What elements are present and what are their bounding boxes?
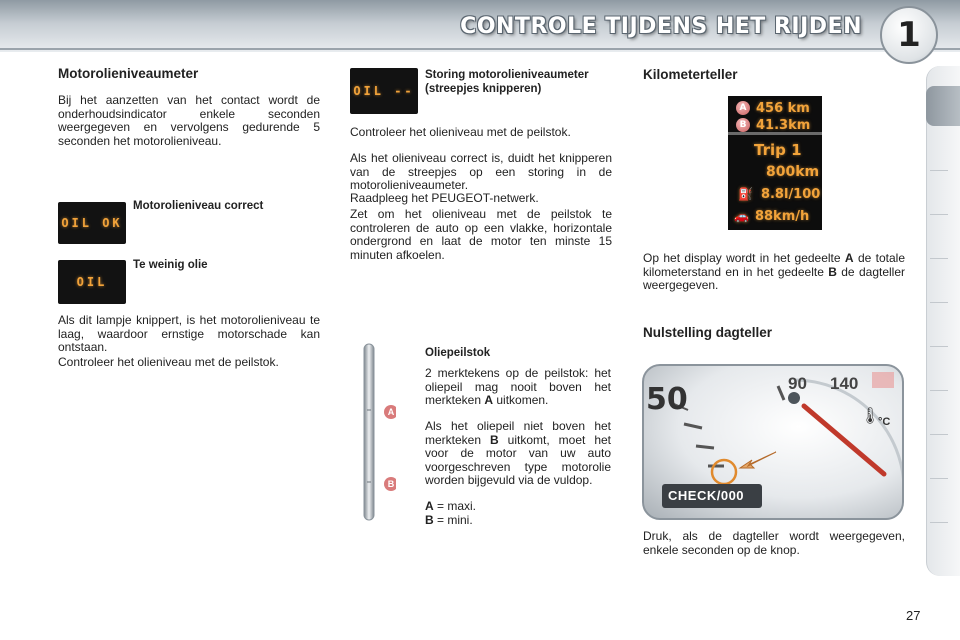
tab-divider <box>930 258 948 259</box>
celsius-label: °C <box>878 416 891 428</box>
car-speed-icon: 🚗 <box>734 209 749 223</box>
instrument-cluster-illustration <box>642 364 904 520</box>
fault-paragraph-2: Als het olieniveau correct is, duidt het knipperen van de streepjes op een storing in de motorolieniveaumeter. <box>350 151 612 193</box>
tab-divider <box>930 170 948 171</box>
chapter-number-badge: 1 <box>880 6 938 64</box>
fault-paragraph-3: Raadpleeg het PEUGEOT-netwerk. <box>350 191 539 205</box>
gauge-label-50: 50 <box>646 382 688 417</box>
marker-b-label: B <box>387 479 395 489</box>
odo-row-a <box>728 100 822 116</box>
legend-max: A = maxi. <box>425 499 477 513</box>
total-km-value: 456 km <box>756 100 810 116</box>
section-title-oil-gauge: Motorolieniveaumeter <box>58 66 199 81</box>
tab-divider <box>930 390 948 391</box>
tab-divider <box>930 214 948 215</box>
trip-speed: 88km/h <box>754 208 810 224</box>
reset-button-highlight <box>712 460 736 484</box>
oil-ok-display: OIL OK <box>58 202 126 244</box>
badge-b-icon: B <box>736 118 750 132</box>
gauge-label-140: 140 <box>830 374 859 393</box>
odo-row-b <box>728 117 822 133</box>
dipstick-paragraph-2: Als het oliepeil niet boven het merkteken B uitkomt, moet het voor de motor van uw auto voorgeschreven type motorolie worden bijgevuld via de vuldop. <box>425 419 612 488</box>
check-reset-label: CHECK/000 <box>668 488 745 503</box>
oil-fault-display: OIL -- <box>350 68 418 114</box>
arrow-icon <box>740 452 776 468</box>
oil-low-label: Te weinig olie <box>133 259 208 271</box>
oil-low-check-text: Controleer het olieniveau met de peilstok. <box>58 355 279 369</box>
section-title-trip-reset: Nulstelling dagteller <box>643 325 773 340</box>
badge-a-icon: A <box>736 101 750 115</box>
odometer-description: Op het display wordt in het gedeelte A de totale kilometerstand en in het gedeelte B de dagteller weergegeven. <box>643 251 905 293</box>
tab-divider <box>930 434 948 435</box>
chapter-title: CONTROLE TIJDENS HET RIJDEN <box>460 14 862 39</box>
trip-consumption-row <box>728 184 822 204</box>
oil-fault-title: Storing motorolieniveaumeter (streepjes knipperen) <box>425 69 589 95</box>
thermometer-icon: 🌡 <box>860 408 881 425</box>
tab-divider <box>930 478 948 479</box>
dipstick-title: Oliepeilstok <box>425 347 491 359</box>
oil-low-warning-text: Als dit lampje knippert, is het motorolieniveau te laag, waardoor ernstige motorschade kan ontstaan. <box>58 313 320 355</box>
display-divider <box>728 132 822 135</box>
trip-distance: 800km <box>766 164 820 180</box>
trip-consumption: 8.8l/100 <box>760 186 821 202</box>
tab-divider <box>930 302 948 303</box>
oil-correct-label: Motorolieniveau correct <box>133 200 264 212</box>
trip-label: Trip 1 <box>754 141 802 159</box>
fault-paragraph-4: Zet om het olieniveau met de peilstok te controleren de auto op een vlakke, horizontale ondergrond en laat de motor ten minste 15 minuten afkoelen. <box>350 207 612 262</box>
trip-reset-instructions: Druk, als de dagteller wordt weergegeven, enkele seconden op de knop. <box>643 529 905 557</box>
tab-divider <box>930 346 948 347</box>
page-number: 27 <box>906 608 921 623</box>
gauge-label-90: 90 <box>788 374 807 393</box>
legend-min: B = mini. <box>425 513 473 527</box>
active-chapter-tab[interactable] <box>926 86 960 126</box>
chapter-tab-strip <box>926 66 960 576</box>
tab-divider <box>930 522 948 523</box>
trip-speed-row <box>728 206 822 226</box>
oil-low-display: OIL <box>58 260 126 304</box>
section-title-odometer: Kilometerteller <box>643 67 738 82</box>
dipstick-paragraph-1: 2 merktekens op de peilstok: het oliepeil mag nooit boven het merkteken A uitkomen. <box>425 366 611 408</box>
marker-a-label: A <box>387 407 395 417</box>
header-divider <box>0 48 960 50</box>
trip-km-value: 41.3km <box>756 117 811 133</box>
fuel-pump-icon: ⛽ <box>738 187 753 201</box>
odometer-display <box>728 96 822 230</box>
fault-paragraph-1: Controleer het olieniveau met de peilstok. <box>350 125 571 139</box>
oil-gauge-intro: Bij het aanzetten van het contact wordt de onderhoudsindicator enkele seconden weergegeven en vervolgens gedurende 5 seconden het motorolieniveau. <box>58 93 320 148</box>
dipstick-illustration <box>356 340 396 522</box>
